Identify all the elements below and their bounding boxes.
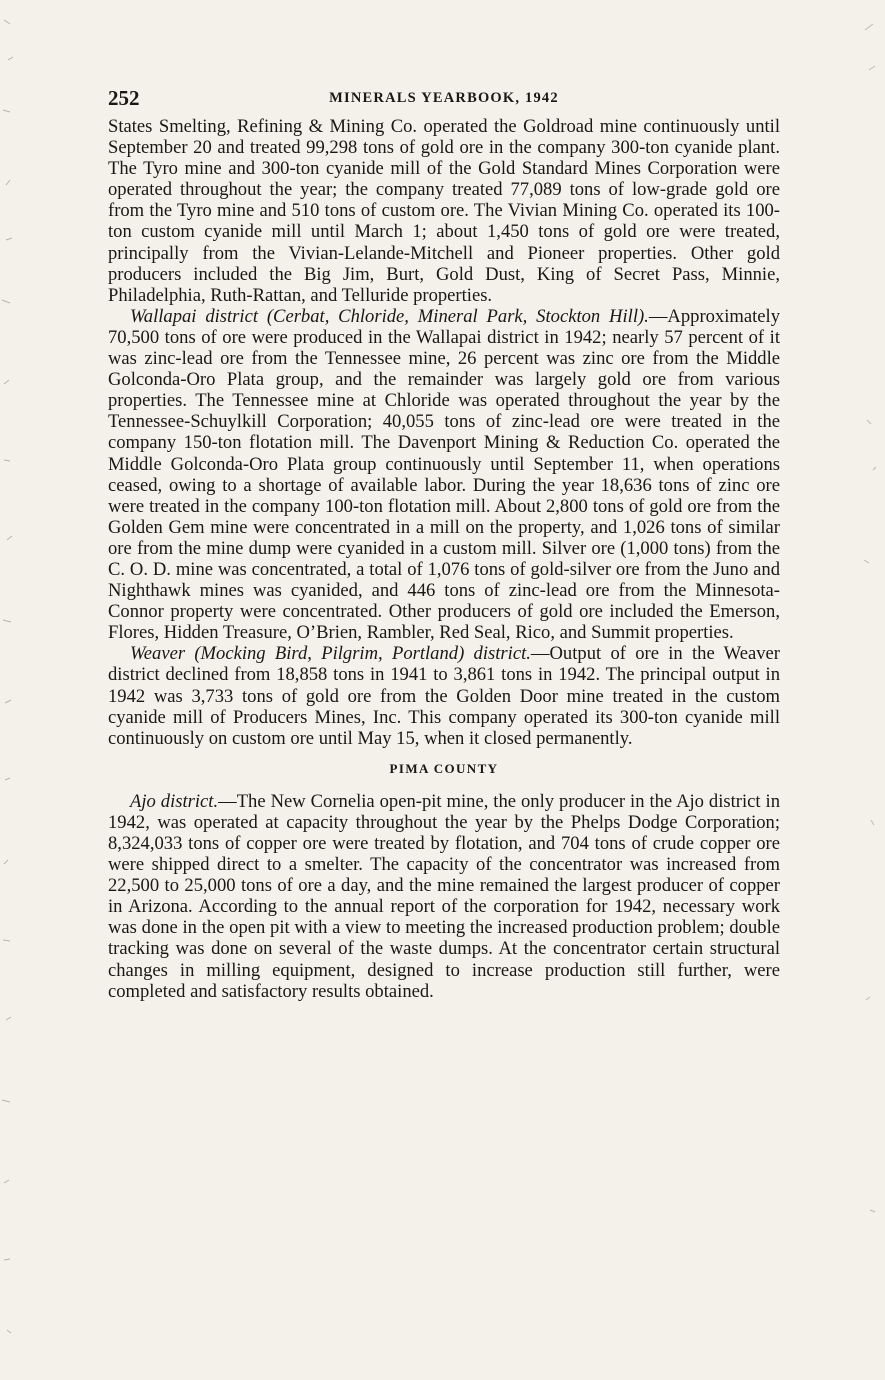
right-edge-scan-noise [855, 0, 885, 1380]
paragraph-mohave-continued [108, 116, 780, 306]
section-heading-pima-county: PIMA COUNTY [389, 760, 499, 776]
paragraph-text: —Output of ore in the Weaver district declined from 18,858 tons in 1941 to 3,861 tons in 1942. The principal output in 1942 was 3,733 tons of gold ore from the Golden Door mine treated in the custom cyanide mill of Producers Mines, Inc. This company operated its 300-ton cyanide mill continuously on custom ore until May 15, when it closed permanently. [108, 643, 780, 749]
district-name: Ajo district. [130, 790, 219, 812]
running-header [108, 86, 780, 114]
paragraph-text: —The New Cornelia open-pit mine, the only producer in the Ajo district in 1942, was operated at capacity throughout the year by the Phelps Dodge Corporation; 8,324,033 tons of copper ore were treated by flotation, and 704 tons of crude copper ore were shipped direct to a smelter. The capacity of the concentrator was increased from 22,500 to 25,000 tons of ore a day, and the mine remained the largest producer of copper in Arizona. According to the annual report of the corporation for 1942, necessary work was done in the open pit with a view to meeting the increased production problem; double tracking was done on several of the waste dumps. At the concentrator certain structural changes in milling equipment, designed to increase production still further, were completed and satisfactory results obtained. [108, 790, 780, 1002]
district-name: Weaver (Mocking Bird, Pilgrim, Portland) district. [130, 643, 531, 665]
paragraph-ajo-district [108, 791, 780, 1002]
district-name: Wallapai district (Cerbat, Chloride, Mineral Park, Stockton Hill). [130, 305, 649, 327]
left-edge-scan-noise [0, 0, 30, 1380]
paragraph-weaver-district [108, 643, 780, 748]
paragraph-text: —Approximately 70,500 tons of ore were produced in the Wallapai district in 1942; nearly 57 percent of it was zinc-lead ore from the Tennessee mine, 26 percent was zinc ore from the Middle Golconda-Oro Plata group, and the remainder was largely gold ore from various properties. The Tennessee mine at Chloride was operated throughout the year by the Tennessee-Schuylkill Corporation; 40,055 tons of zinc-lead ore were treated in the company 150-ton flotation mill. The Davenport Mining & Reduction Co. operated the Middle Golconda-Oro Plata group continuously until September 11, when operations ceased, owing to a shortage of available labor. During the year 18,636 tons of zinc ore were treated in the company 100-ton flotation mill. About 2,800 tons of gold ore from the Golden Gem mine were concentrated in a mill on the property, and 1,026 tons of similar ore from the mine dump were cyanided in a custom mill. Silver ore (1,000 tons) from the C. O. D. mine was concentrated, a total of 1,076 tons of gold-silver ore from the Juno and Nighthawk mines was cyanided, and 446 tons of zinc-lead ore from the Minnesota-Connor property were concentrated. Other producers of gold ore included the Emerson, Flores, Hidden Treasure, O’Brien, Rambler, Red Seal, Rico, and Summit properties. [108, 305, 780, 644]
paragraph-text: States Smelting, Refining & Mining Co. operated the Goldroad mine continuously until September 20 and treated 99,298 tons of gold ore in the company 300-ton cyanide plant. The Tyro mine and 300-ton cyanide mill of the Gold Standard Mines Corporation were operated throughout the year; the company treated 77,089 tons of low-grade gold ore from the Tyro mine and 510 tons of custom ore. The Vivian Mining Co. operated its 100-ton custom cyanide mill until March 1; about 1,450 tons of gold ore were treated, principally from the Vivian-Lelande-Mitchell and Pioneer properties. Other gold producers included the Big Jim, Burt, Gold Dust, King of Secret Pass, Minnie, Philadelphia, Ruth-Rattan, and Telluride properties. [108, 116, 780, 306]
document-page [108, 86, 780, 1002]
page-number: 252 [108, 86, 140, 110]
paragraph-wallapai-district [108, 306, 780, 644]
running-header-title: MINERALS YEARBOOK, 1942 [329, 90, 559, 106]
